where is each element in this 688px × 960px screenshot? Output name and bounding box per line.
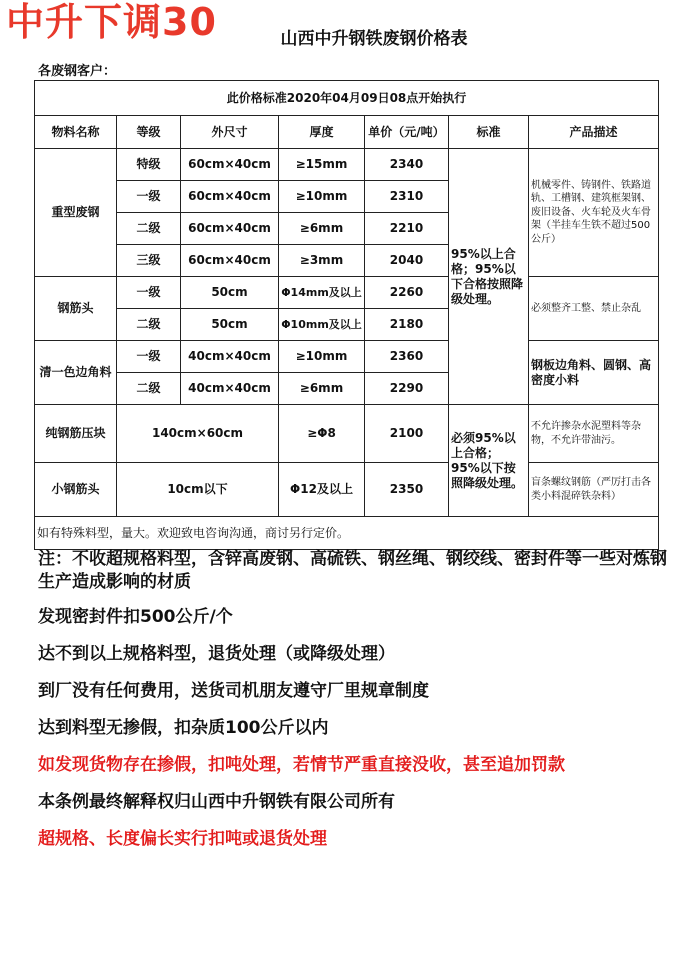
cell-size: 60cm×40cm <box>181 181 279 213</box>
cell-price: 2310 <box>365 181 449 213</box>
cell-size: 50cm <box>181 277 279 309</box>
table-row <box>35 277 659 309</box>
cell-thickness: ≥10mm <box>279 181 365 213</box>
customer-label: 各废钢客户： <box>38 64 117 79</box>
cell-thickness: ≥10mm <box>279 341 365 373</box>
cell-size: 60cm×40cm <box>181 245 279 277</box>
standard-cell-1: 95%以上合格；95%以下合格按照降级处理。 <box>449 149 529 405</box>
header-thickness: 厚度 <box>279 116 365 149</box>
table-footer: 如有特殊料型，量大。欢迎致电咨询沟通，商讨另行定价。 <box>35 517 659 550</box>
cell-price: 2210 <box>365 213 449 245</box>
table-banner: 此价格标准2020年04月09日08点开始执行 <box>35 81 659 116</box>
cell-grade: 二级 <box>117 309 181 341</box>
cell-size: 140cm×60cm <box>117 405 279 463</box>
group-small-rebar: 小钢筋头 <box>35 463 117 517</box>
note-item: 达不到以上规格料型，退货处理（或降级处理） <box>38 643 395 664</box>
note-item: 到厂没有任何费用，送货司机朋友遵守厂里规章制度 <box>38 680 429 701</box>
group-block: 纯钢筋压块 <box>35 405 117 463</box>
header-material: 物料名称 <box>35 116 117 149</box>
note-item-warning: 超规格、长度偏长实行扣吨或退货处理 <box>38 828 327 849</box>
header-grade: 等级 <box>117 116 181 149</box>
note-item: 本条例最终解释权归山西中升钢铁有限公司所有 <box>38 791 395 812</box>
note-item: 达到料型无掺假，扣杂质100公斤以内 <box>38 717 329 738</box>
desc-block: 不允许掺杂水泥塑料等杂物，不允许带油污。 <box>529 405 659 463</box>
cell-size: 40cm×40cm <box>181 373 279 405</box>
cell-thickness: ≥3mm <box>279 245 365 277</box>
cell-price: 2180 <box>365 309 449 341</box>
cell-price: 2290 <box>365 373 449 405</box>
cell-thickness: ≥15mm <box>279 149 365 181</box>
cell-price: 2100 <box>365 405 449 463</box>
table-row <box>35 149 659 181</box>
cell-grade: 三级 <box>117 245 181 277</box>
note-item: 发现密封件扣500公斤/个 <box>38 606 233 627</box>
cell-grade: 一级 <box>117 277 181 309</box>
table-row <box>35 341 659 373</box>
cell-grade: 二级 <box>117 373 181 405</box>
group-heavy: 重型废钢 <box>35 149 117 277</box>
header-price: 单价（元/吨） <box>365 116 449 149</box>
document-title: 山西中升钢铁废钢价格表 <box>280 29 468 49</box>
cell-thickness: Φ12及以上 <box>279 463 365 517</box>
cell-size: 60cm×40cm <box>181 149 279 181</box>
header-standard: 标准 <box>449 116 529 149</box>
cell-price: 2360 <box>365 341 449 373</box>
cell-thickness: Φ10mm及以上 <box>279 309 365 341</box>
desc-rebar-head: 必须整齐工整、禁止杂乱 <box>529 277 659 341</box>
desc-small-rebar: 盲条螺纹钢筋（严厉打击各类小料混碎铁杂料） <box>529 463 659 517</box>
cell-price: 2040 <box>365 245 449 277</box>
header-description: 产品描述 <box>529 116 659 149</box>
price-table <box>34 80 659 550</box>
cell-price: 2350 <box>365 463 449 517</box>
desc-heavy: 机械零件、铸钢件、铁路道轨、工槽钢、建筑框架钢、废旧设备、火车轮及火车骨架（半挂车生铁不超过500公斤） <box>529 149 659 277</box>
table-banner-row <box>35 81 659 116</box>
cell-size: 60cm×40cm <box>181 213 279 245</box>
group-rebar-head: 钢筋头 <box>35 277 117 341</box>
notes-section <box>38 548 668 864</box>
cell-size: 10cm以下 <box>117 463 279 517</box>
note-item: 注：不收超规格料型，含锌高废钢、高硫铁、钢丝绳、钢绞线、密封件等一些对炼钢生产造成影响的材质 <box>38 549 667 592</box>
standard-cell-2: 必须95%以上合格；95%以下按照降级处理。 <box>449 405 529 517</box>
overlay-caption: 中升下调30 <box>6 0 217 44</box>
desc-edge: 钢板边角料、圆钢、高密度小料 <box>529 341 659 405</box>
group-edge: 清一色边角料 <box>35 341 117 405</box>
cell-thickness: ≥6mm <box>279 213 365 245</box>
cell-grade: 特级 <box>117 149 181 181</box>
table-row <box>35 405 659 463</box>
cell-thickness: ≥Φ8 <box>279 405 365 463</box>
cell-grade: 一级 <box>117 181 181 213</box>
table-row <box>35 463 659 517</box>
cell-grade: 一级 <box>117 341 181 373</box>
cell-size: 50cm <box>181 309 279 341</box>
cell-price: 2340 <box>365 149 449 181</box>
note-item-warning: 如发现货物存在掺假，扣吨处理，若情节严重直接没收，甚至追加罚款 <box>38 754 565 775</box>
table-header-row <box>35 116 659 149</box>
cell-size: 40cm×40cm <box>181 341 279 373</box>
cell-price: 2260 <box>365 277 449 309</box>
header-size: 外尺寸 <box>181 116 279 149</box>
table-footer-row <box>35 517 659 550</box>
cell-grade: 二级 <box>117 213 181 245</box>
cell-thickness: ≥6mm <box>279 373 365 405</box>
cell-thickness: Φ14mm及以上 <box>279 277 365 309</box>
